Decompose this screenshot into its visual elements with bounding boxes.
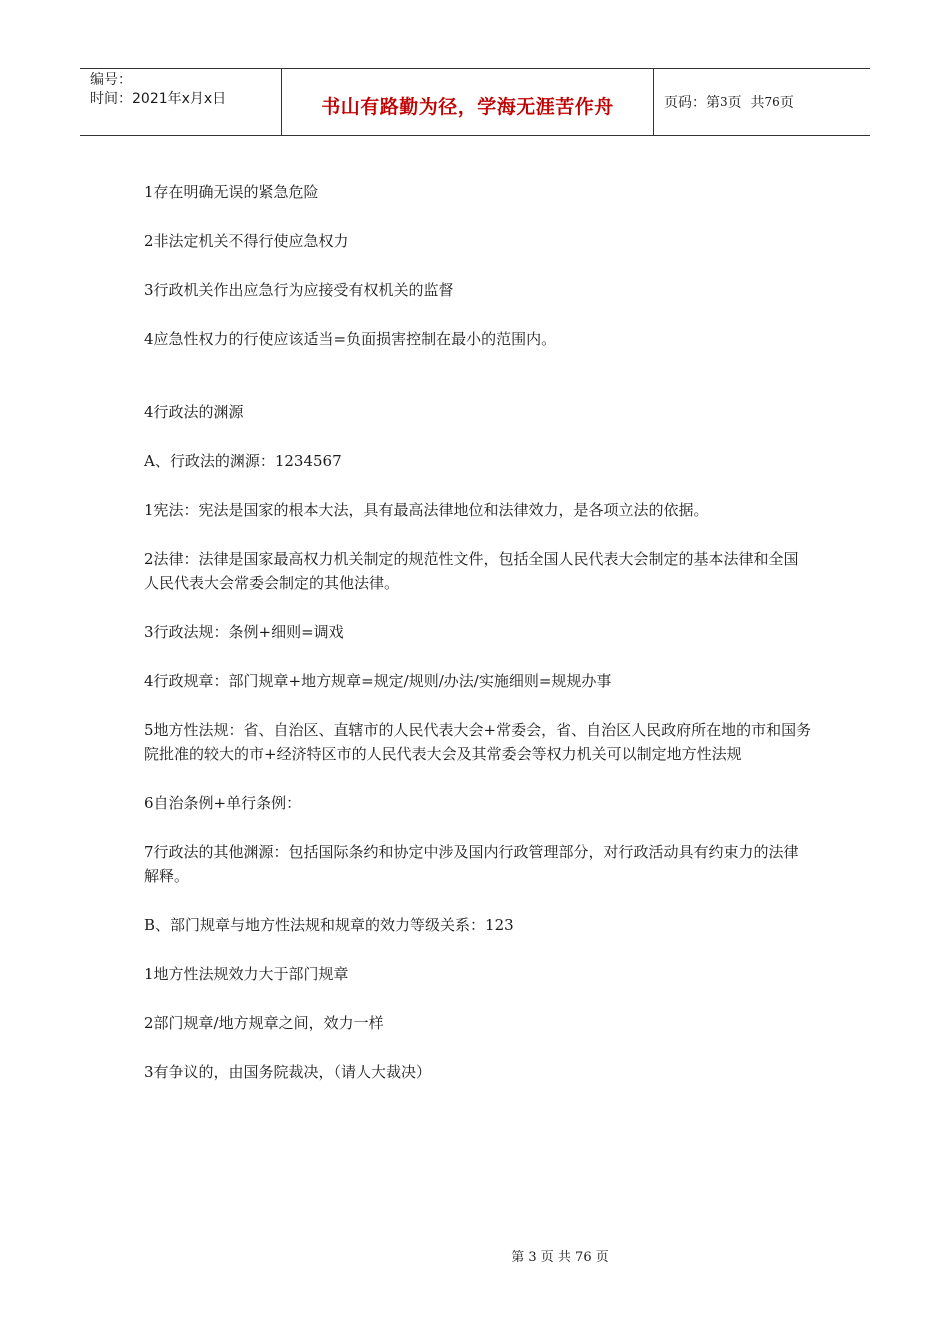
page-current: 3 — [720, 95, 728, 109]
page-total: 76 — [764, 95, 780, 109]
paragraph: 5地方性法规：省、自治区、直辖市的人民代表大会+常委会，省、自治区人民政府所在地的市和国务院批准的较大的市+经济特区市的人民代表大会及其常委会等权力机关可以制定地方性法规 — [144, 721, 812, 763]
page-suffix: 页 — [779, 95, 794, 111]
header-slogan-cell — [282, 69, 654, 135]
paragraph: 3行政法规：条例+细则=调戏 — [144, 623, 344, 641]
page-prefix: 页码：第 — [664, 95, 720, 111]
document-body — [144, 180, 812, 1109]
subsection-heading: A、行政法的渊源：1234567 — [144, 452, 342, 470]
header-meta — [80, 69, 282, 135]
paragraph: 3行政机关作出应急行为应接受有权机关的监督 — [144, 281, 454, 299]
subsection-heading: B、部门规章与地方性法规和规章的效力等级关系：123 — [144, 916, 514, 934]
paragraph: 1存在明确无误的紧急危险 — [144, 183, 319, 201]
paragraph: 7行政法的其他渊源：包括国际条约和协定中涉及国内行政管理部分，对行政活动具有约束力的法律解释。 — [144, 843, 799, 885]
header-page-info — [654, 69, 870, 135]
paragraph: 1地方性法规效力大于部门规章 — [144, 965, 349, 983]
paragraph: 2法律：法律是国家最高权力机关制定的规范性文件，包括全国人民代表大会制定的基本法律和全国人民代表大会常委会制定的其他法律。 — [144, 550, 799, 592]
page-mid: 页 共 — [727, 95, 765, 111]
page-footer: 第 3 页 共 76 页 — [511, 1250, 609, 1265]
paragraph: 1宪法：宪法是国家的根本大法，具有最高法律地位和法律效力，是各项立法的依据。 — [144, 501, 709, 519]
page-header — [80, 68, 870, 136]
paragraph: 4行政规章：部门规章+地方规章=规定/规则/办法/实施细则=规规办事 — [144, 672, 612, 690]
doc-time-label: 时间：2021年x月x日 — [90, 91, 227, 107]
header-slogan: 书山有路勤为径，学海无涯苦作舟 — [321, 95, 614, 118]
section-heading: 4行政法的渊源 — [144, 403, 244, 421]
paragraph: 6自治条例+单行条例： — [144, 794, 302, 812]
doc-number-label: 编号： — [90, 72, 132, 88]
paragraph: 2非法定机关不得行使应急权力 — [144, 232, 349, 250]
paragraph: 4应急性权力的行使应该适当=负面损害控制在最小的范围内。 — [144, 330, 557, 348]
paragraph: 3有争议的，由国务院裁决，（请人大裁决） — [144, 1063, 432, 1081]
paragraph: 2部门规章/地方规章之间，效力一样 — [144, 1014, 384, 1032]
